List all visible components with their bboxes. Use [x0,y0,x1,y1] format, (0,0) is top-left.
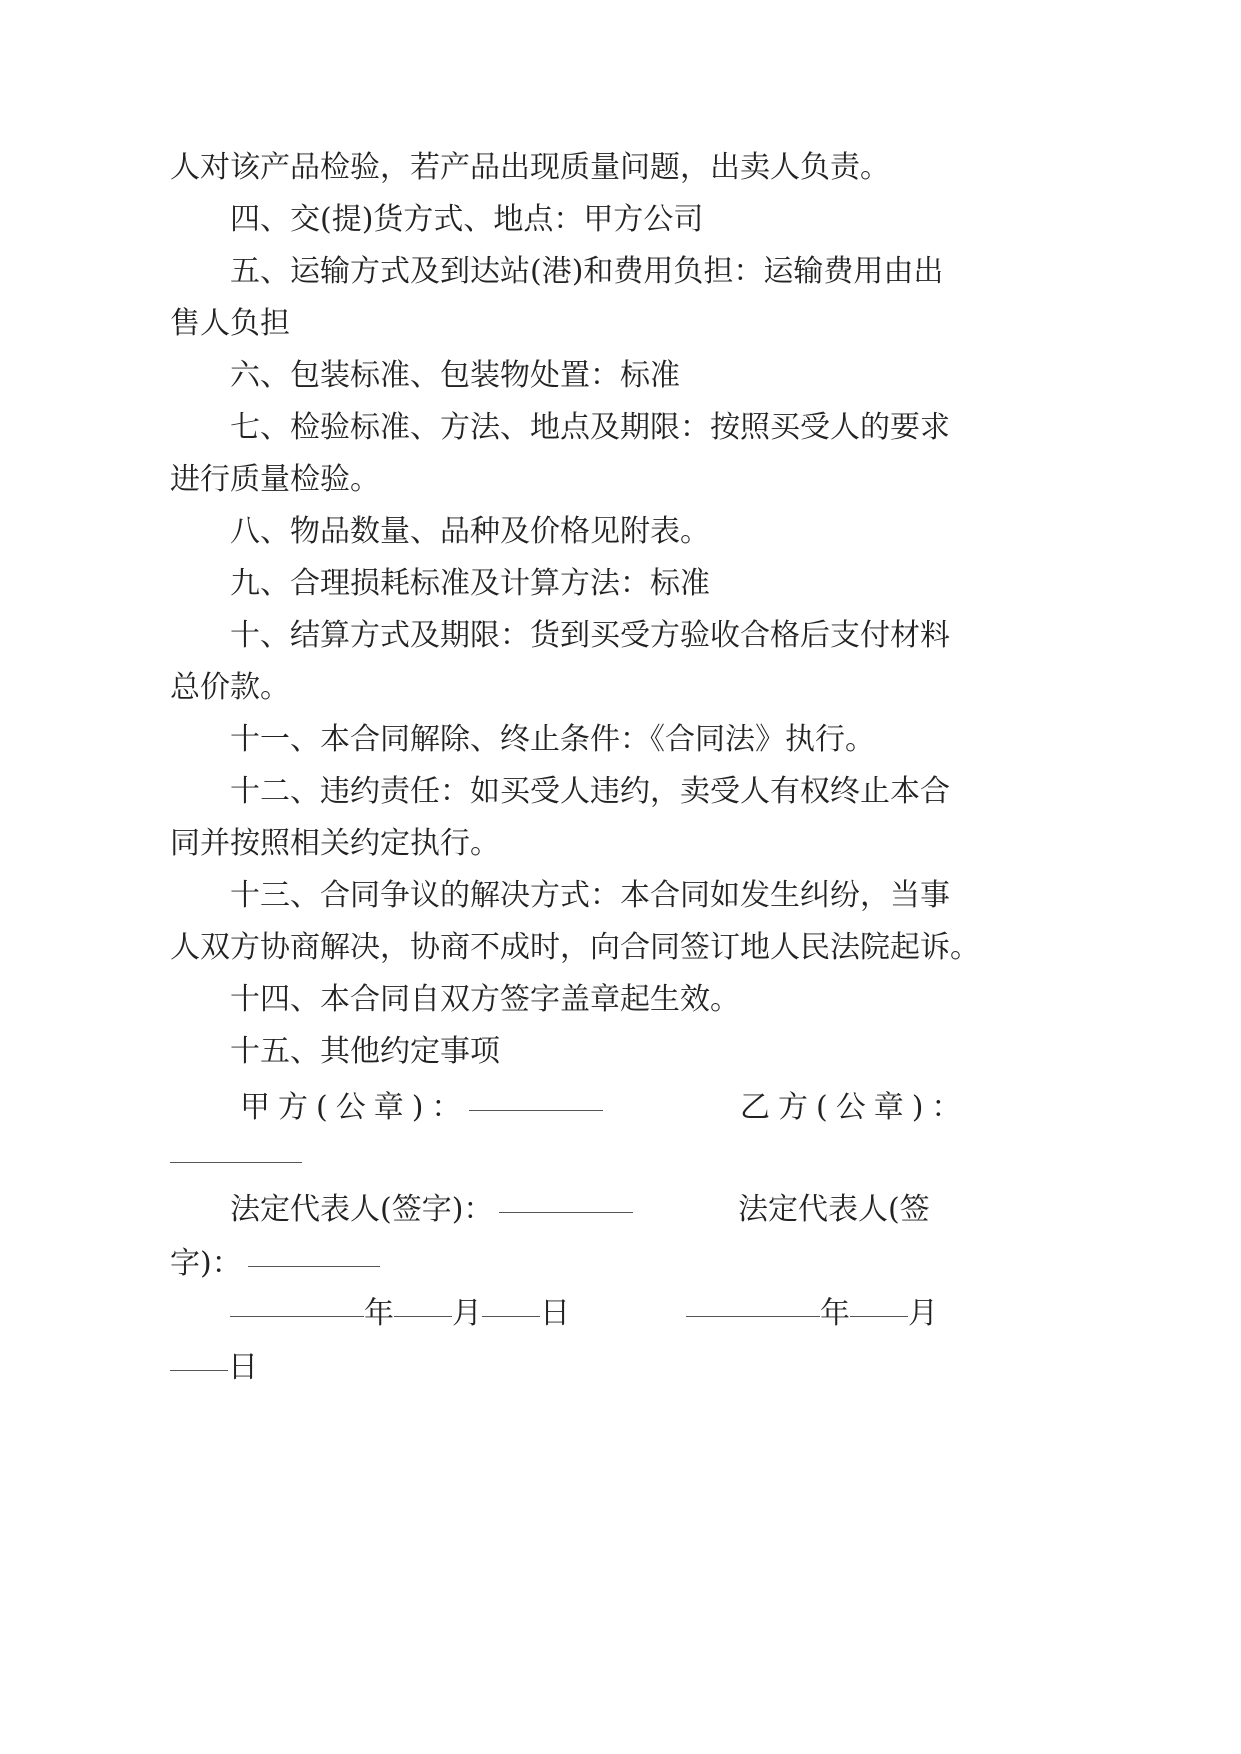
paragraph-line: 四、交(提)货方式、地点：甲方公司 [230,202,704,237]
legal-rep-a-line [230,1190,633,1230]
paragraph-line: 十一、本合同解除、终止条件：《合同法》执行。 [230,722,875,757]
legal-rep-b-label-part1: 法定代表人(签 [738,1192,930,1227]
date-b-month-blank[interactable] [850,1315,908,1317]
legal-rep-a-label: 法定代表人(签字)： [230,1192,494,1227]
legal-rep-b-line [738,1190,930,1230]
paragraph-line: 总价款。 [170,670,290,705]
paragraph-line: 七、检验标准、方法、地点及期限：按照买受人的要求 [230,410,950,445]
legal-rep-b-label-part2: 字)： [170,1246,242,1281]
date-b-month-label: 月 [908,1296,938,1331]
date-a-day-label: 日 [540,1296,570,1331]
date-b-line-cont [170,1348,258,1388]
legal-rep-b-line-cont [170,1244,380,1284]
date-b-year-blank[interactable] [686,1315,820,1317]
date-b-day-blank[interactable] [170,1369,228,1371]
party-a-seal-line [240,1088,603,1128]
paragraph-line: 九、合理损耗标准及计算方法：标准 [230,566,710,601]
paragraph-line: 八、物品数量、品种及价格见附表。 [230,514,710,549]
paragraph-line: 人双方协商解决，协商不成时，向合同签订地人民法院起诉。 [170,930,980,965]
paragraph-line: 六、包装标准、包装物处置：标准 [230,358,680,393]
party-a-seal-blank[interactable] [469,1109,603,1111]
date-b-year-label: 年 [820,1296,850,1331]
date-b-day-label: 日 [228,1350,258,1385]
party-a-seal-label: 甲方(公章)： [240,1090,470,1125]
party-b-seal-line [740,1088,969,1128]
date-a-year-blank[interactable] [230,1315,364,1317]
party-b-seal-blank-line [170,1140,302,1180]
date-b-line [686,1294,938,1334]
paragraph-line: 十、结算方式及期限：货到买受方验收合格后支付材料 [230,618,950,653]
paragraph-line: 进行质量检验。 [170,462,380,497]
date-a-day-blank[interactable] [482,1315,540,1317]
legal-rep-a-blank[interactable] [499,1211,633,1213]
party-b-seal-blank[interactable] [170,1161,302,1163]
paragraph-line: 五、运输方式及到达站(港)和费用负担：运输费用由出 [230,254,944,289]
date-a-line [230,1294,570,1334]
paragraph-line: 人对该产品检验，若产品出现质量问题，出卖人负责。 [170,150,890,185]
paragraph-line: 十四、本合同自双方签字盖章起生效。 [230,982,740,1017]
date-a-month-label: 月 [452,1296,482,1331]
paragraph-line: 十二、违约责任：如买受人违约，卖受人有权终止本合 [230,774,950,809]
paragraph-line: 十三、合同争议的解决方式：本合同如发生纠纷，当事 [230,878,950,913]
paragraph-line: 十五、其他约定事项 [230,1034,500,1069]
date-a-year-label: 年 [364,1296,394,1331]
date-a-month-blank[interactable] [394,1315,452,1317]
legal-rep-b-blank[interactable] [248,1265,380,1267]
party-b-seal-label: 乙方(公章)： [740,1090,970,1125]
paragraph-line: 售人负担 [170,306,290,341]
paragraph-line: 同并按照相关约定执行。 [170,826,500,861]
